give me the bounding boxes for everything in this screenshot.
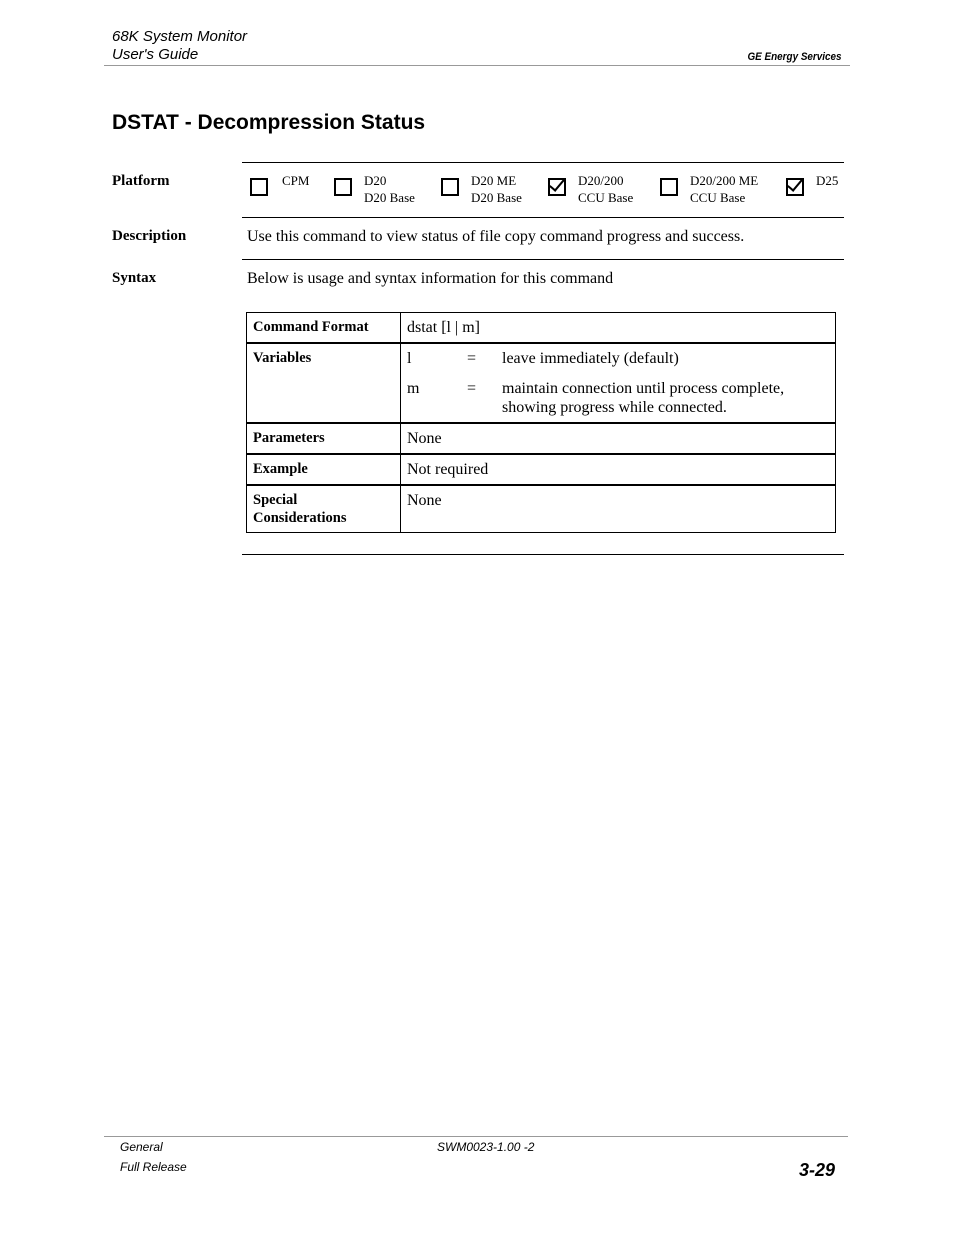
platform-item-d25: D25 [786, 172, 838, 196]
platform-bottom-rule [242, 217, 844, 218]
parameters-value: None [401, 423, 836, 454]
table-row-example [247, 454, 836, 485]
platform-label: Platform [112, 173, 170, 189]
table-row-parameters [247, 423, 836, 454]
checkbox-checked-icon [786, 178, 804, 196]
example-label: Example [247, 454, 401, 485]
description-label: Description [112, 228, 187, 244]
header-divider [104, 65, 850, 66]
checkbox-icon [334, 178, 352, 196]
header-title-line1: 68K System Monitor [112, 28, 248, 45]
syntax-label: Syntax [112, 270, 157, 286]
command-format-value: dstat [l | m] [401, 313, 836, 344]
platform-item-d20-200: D20/200 CCU Base [548, 172, 633, 206]
variable-item: m = maintain connection until process complete, showing progress while connected. [407, 380, 785, 416]
platform-item-d20-me: D20 ME D20 Base [441, 172, 522, 206]
parameters-label: Parameters [247, 423, 401, 454]
table-row-variables [247, 343, 836, 423]
checkbox-icon [250, 178, 268, 196]
variables-label: Variables [247, 343, 401, 423]
footer-general: General [120, 1140, 163, 1154]
command-format-label: Command Format [247, 313, 401, 344]
checkbox-icon [441, 178, 459, 196]
command-table [246, 312, 836, 533]
syntax-text: Below is usage and syntax information for this command [247, 270, 614, 287]
page-number: 3-29 [798, 1160, 835, 1180]
footer-doc-id: SWM0023-1.00 -2 [437, 1140, 535, 1154]
special-considerations-value: None [401, 485, 836, 533]
description-text: Use this command to view status of file copy command progress and success. [247, 228, 745, 245]
header-title [112, 28, 247, 64]
platform-top-rule [242, 162, 844, 163]
example-value: Not required [401, 454, 836, 485]
header-company: GE Energy Services [747, 51, 842, 63]
variables-list [401, 343, 836, 423]
checkbox-checked-icon [548, 178, 566, 196]
special-considerations-label: Special Considerations [247, 485, 401, 533]
description-bottom-rule [242, 259, 844, 260]
section-bottom-rule [242, 554, 844, 555]
page-title: DSTAT - Decompression Status [112, 111, 426, 134]
table-row-special-considerations [247, 485, 836, 533]
footer-release: Full Release [120, 1160, 187, 1174]
footer-divider [104, 1136, 848, 1137]
checkbox-icon [660, 178, 678, 196]
platform-item-d20-200-me: D20/200 ME CCU Base [660, 172, 758, 206]
platform-item-d20: D20 D20 Base [334, 172, 415, 206]
platform-item-cpm: CPM [250, 172, 309, 196]
variable-item: l = leave immediately (default) [407, 350, 679, 367]
header-title-line2: User's Guide [112, 46, 199, 63]
table-row-command-format [247, 313, 836, 344]
